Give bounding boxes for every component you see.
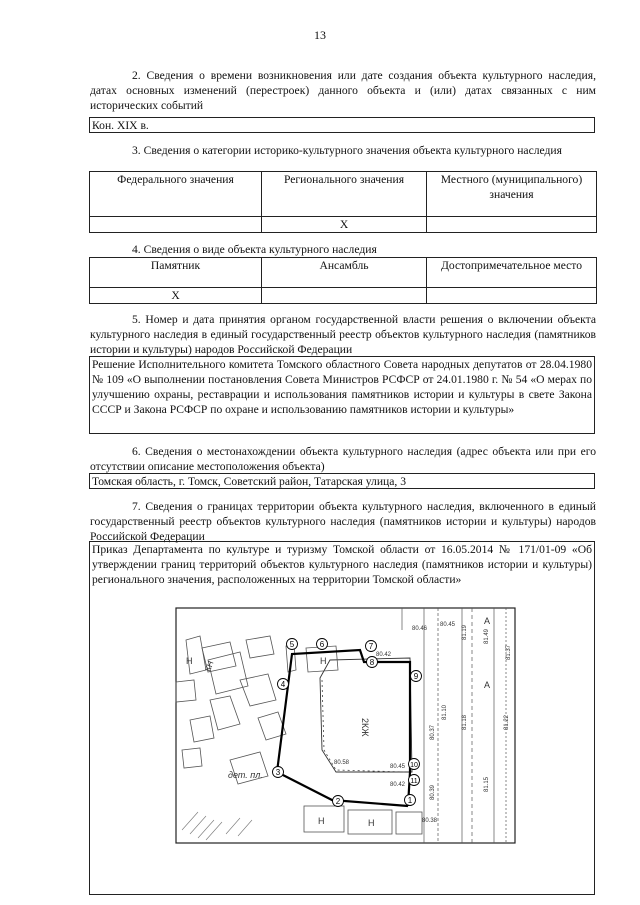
mark-local: [427, 217, 597, 233]
mark-regional: X: [262, 217, 427, 233]
svg-text:3: 3: [275, 768, 281, 777]
svg-text:5: 5: [289, 640, 295, 649]
label-playground: дет. пл.: [228, 770, 263, 780]
elev-1: 80.46: [412, 626, 428, 632]
elev-10: 81.15: [484, 776, 490, 792]
svg-text:7: 7: [368, 642, 374, 651]
category-table: [89, 171, 597, 233]
table-row: [90, 217, 597, 233]
svg-text:1: 1: [407, 796, 413, 805]
elev-16: 80.38: [422, 818, 438, 824]
point-8: [367, 657, 378, 668]
section-6-value: Томская область, г. Томск, Советский район, Татарская улица, 3: [89, 473, 595, 489]
point-11: [409, 775, 420, 786]
table-row: [90, 172, 597, 217]
col-monument: Памятник: [90, 258, 262, 288]
point-1: [405, 795, 416, 806]
svg-text:9: 9: [413, 672, 419, 681]
elev-3: 81.19: [462, 624, 468, 640]
svg-text:8: 8: [369, 658, 375, 667]
elev-6: 80.58: [334, 760, 350, 766]
col-regional: Регионального значения: [262, 172, 427, 217]
col-ensemble: Ансамбль: [262, 258, 427, 288]
section-3-heading: 3. Сведения о категории историко-культурного значения объекта культурного наследия: [132, 144, 562, 157]
point-4: [278, 679, 289, 690]
point-10: [409, 759, 420, 770]
col-landmark: Достопримечательное место: [427, 258, 597, 288]
label-kn: КН: [203, 659, 216, 673]
label-a-2: А: [484, 616, 491, 626]
section-7-heading: 7. Сведения о границах территории объекта культурного наследия, включенного в единый государственный реестр объектов культурного наследия (памятников истории и культуры) народов Российской Федерации: [90, 500, 596, 543]
section-2-heading: 2. Сведения о времени возникновения или дате создания объекта культурного наследия, датах основных изменений (перестроек) данного объекта и (или) датах связанных с ним исторических событий: [90, 69, 596, 112]
point-6: [317, 639, 328, 650]
section-7-value: Приказ Департамента по культуре и туризму Томской области от 16.05.2014 № 171/01-09 «Об утверждении границ территорий объектов культурного наследия (памятников истории и культуры) регионального значения, расположенных на территории Томской области»: [89, 541, 595, 601]
svg-text:4: 4: [280, 680, 286, 689]
label-n-2: Н: [186, 656, 193, 666]
elev-4: 81.49: [484, 628, 490, 644]
table-row: [90, 258, 597, 288]
elev-13: 80.37: [430, 724, 436, 740]
mark-federal: [90, 217, 262, 233]
section-5-value: Решение Исполнительного комитета Томского областного Совета народных депутатов от 28.04.1980 № 109 «О выполнении постановления Совета Министров РСФСР от 24.01.1980 г. № 54 «О мерах по улучшению охраны, реставрации и использования памятников истории и культуры в свете Закона СССР и Закона РСФСР по охране и использованию памятников истории и культуры»: [89, 356, 595, 434]
col-local: Местного (муниципального) значения: [427, 172, 597, 217]
section-2-value: Кон. XIX в.: [89, 117, 595, 133]
elev-5: 80.42: [376, 652, 392, 658]
point-5: [287, 639, 298, 650]
boundary-map: [89, 600, 595, 895]
col-federal: Федерального значения: [90, 172, 262, 217]
elev-8: 80.42: [390, 782, 406, 788]
svg-text:10: 10: [410, 762, 418, 769]
point-3: [273, 767, 284, 778]
label-a-1: А: [484, 680, 491, 690]
section-5-heading: 5. Номер и дата принятия органом государственной власти решения о включении объекта культурного наследия в единый государственный реестр объектов культурного наследия (памятников истории и культуры) народов Российской Федерации: [90, 313, 596, 356]
point-7: [366, 641, 377, 652]
svg-text:2: 2: [335, 797, 341, 806]
svg-text:6: 6: [319, 640, 325, 649]
elev-2: 80.45: [440, 622, 456, 628]
mark-ensemble: [262, 288, 427, 304]
section-6-heading: 6. Сведения о местонахождении объекта культурного наследия (адрес объекта или при его отсутствии описание местоположения объекта): [90, 445, 596, 473]
point-2: [333, 796, 344, 807]
label-building: 2КЖ: [360, 718, 370, 737]
elev-9: 81.18: [462, 714, 468, 730]
elev-14: 80.39: [430, 784, 436, 800]
label-n-3: Н: [318, 816, 325, 826]
label-n-1: Н: [320, 656, 327, 666]
mark-monument: X: [90, 288, 262, 304]
type-table: [89, 257, 597, 304]
map-drawing: [90, 600, 596, 895]
table-row: [90, 288, 597, 304]
elev-15: 81.10: [442, 704, 448, 720]
elev-12: 81.37: [506, 644, 512, 660]
elev-11: 81.22: [504, 714, 510, 730]
svg-text:11: 11: [410, 778, 418, 785]
point-9: [411, 671, 422, 682]
elev-7: 80.45: [390, 764, 406, 770]
label-n-4: Н: [368, 818, 375, 828]
mark-landmark: [427, 288, 597, 304]
section-4-heading: 4. Сведения о виде объекта культурного наследия: [132, 243, 377, 256]
page-number: 13: [314, 28, 326, 42]
